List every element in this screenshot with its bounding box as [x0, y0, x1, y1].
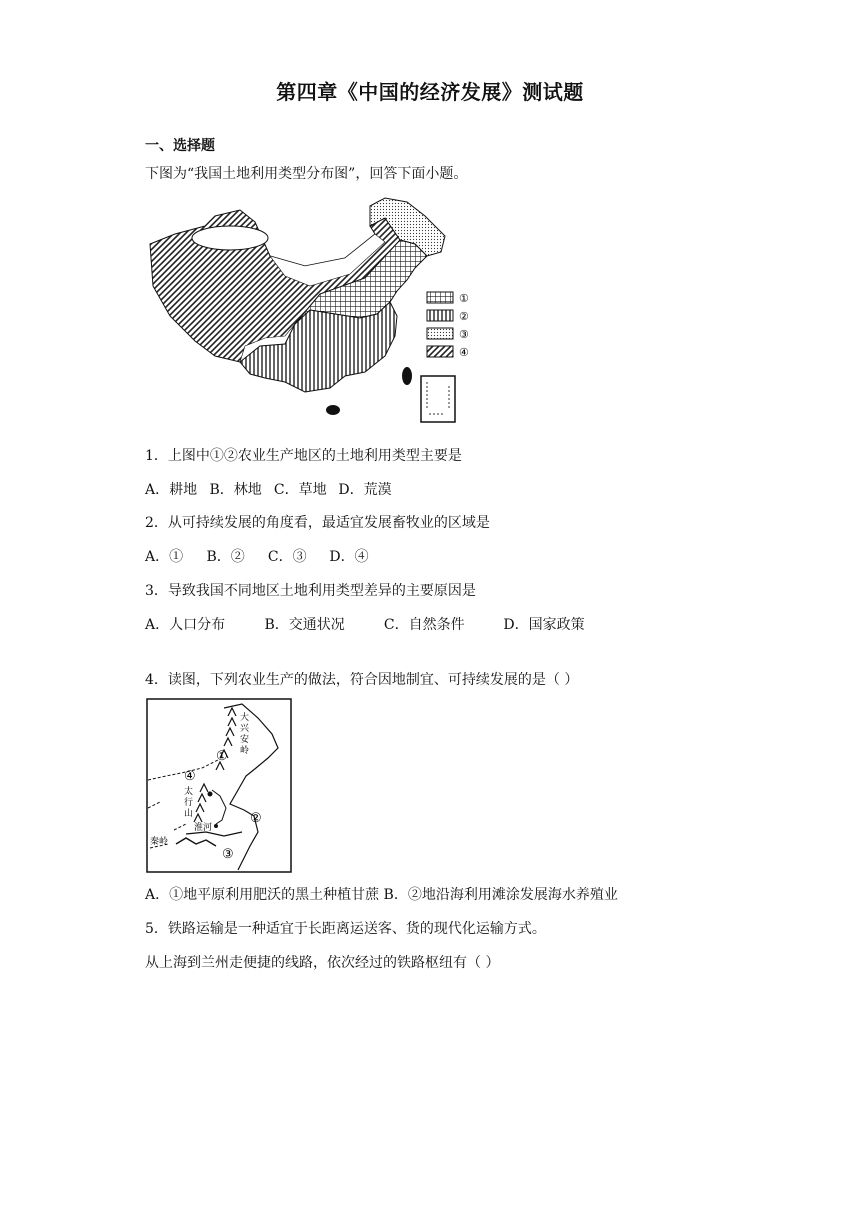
- land-use-map: [145, 196, 480, 426]
- marker-2: ②: [250, 811, 262, 826]
- intro-text: 下图为“我国土地利用类型分布图”，回答下面小题。: [145, 166, 468, 182]
- legend-label-2: ②: [459, 310, 469, 323]
- label-ling: 岭: [240, 746, 250, 756]
- section-heading: 一、选择题: [145, 138, 215, 154]
- option-b: B．交通状况: [264, 617, 345, 633]
- label-xing: 兴: [240, 724, 250, 734]
- option-a: A．人口分布: [145, 617, 226, 633]
- label-hang: 行: [184, 798, 194, 808]
- label-qinling: 秦岭: [150, 837, 169, 847]
- legend-label-4: ④: [459, 346, 469, 359]
- option-b: B．林地: [209, 482, 262, 498]
- question-3-options: [145, 614, 585, 634]
- map-legend: [427, 292, 469, 359]
- option-d: D．荒漠: [338, 482, 392, 498]
- eastern-china-map: [146, 698, 292, 873]
- question-4-stem: 4．读图，下列农业生产的做法，符合因地制宜、可持续发展的是（ ）: [145, 672, 579, 688]
- marker-4: ④: [184, 769, 196, 784]
- option-a: A．①: [145, 549, 184, 565]
- label-shan: 山: [184, 809, 194, 819]
- legend-label-3: ③: [459, 328, 469, 341]
- label-da: 大: [240, 713, 250, 723]
- option-c: C．草地: [273, 482, 327, 498]
- question-2-stem: 2．从可持续发展的角度看，最适宜发展畜牧业的区域是: [145, 515, 490, 531]
- page-title: 第四章《中国的经济发展》测试题: [276, 80, 584, 104]
- option-c: C．③: [267, 549, 307, 565]
- question-1-options: [145, 479, 392, 499]
- label-an: 安: [240, 735, 250, 745]
- question-3-stem: 3．导致我国不同地区土地利用类型差异的主要原因是: [145, 583, 476, 599]
- question-5-stem: 5．铁路运输是一种适宜于长距离运送客、货的现代化运输方式。: [145, 921, 546, 937]
- option-c: C．自然条件: [383, 617, 465, 633]
- option-d: D．④: [329, 549, 369, 565]
- option-a: A．耕地: [145, 482, 198, 498]
- legend-label-1: ①: [459, 292, 469, 305]
- question-2-options: [145, 546, 369, 566]
- marker-1: ①: [216, 749, 228, 764]
- option-d: D．国家政策: [503, 617, 585, 633]
- label-huaihe: 淮河: [194, 823, 213, 833]
- marker-3: ③: [222, 847, 234, 862]
- question-5-continuation: 从上海到兰州走便捷的线路，依次经过的铁路枢纽有（ ）: [145, 955, 500, 971]
- south-china-sea-inset: [421, 376, 455, 422]
- label-tai: 太: [184, 787, 194, 797]
- question-4-options: A．①地平原利用肥沃的黑土种植甘蔗 B．②地沿海利用滩涂发展海水养殖业: [145, 887, 618, 903]
- option-b: B．②: [206, 549, 245, 565]
- question-1-stem: 1．上图中①②农业生产地区的土地利用类型主要是: [145, 448, 462, 464]
